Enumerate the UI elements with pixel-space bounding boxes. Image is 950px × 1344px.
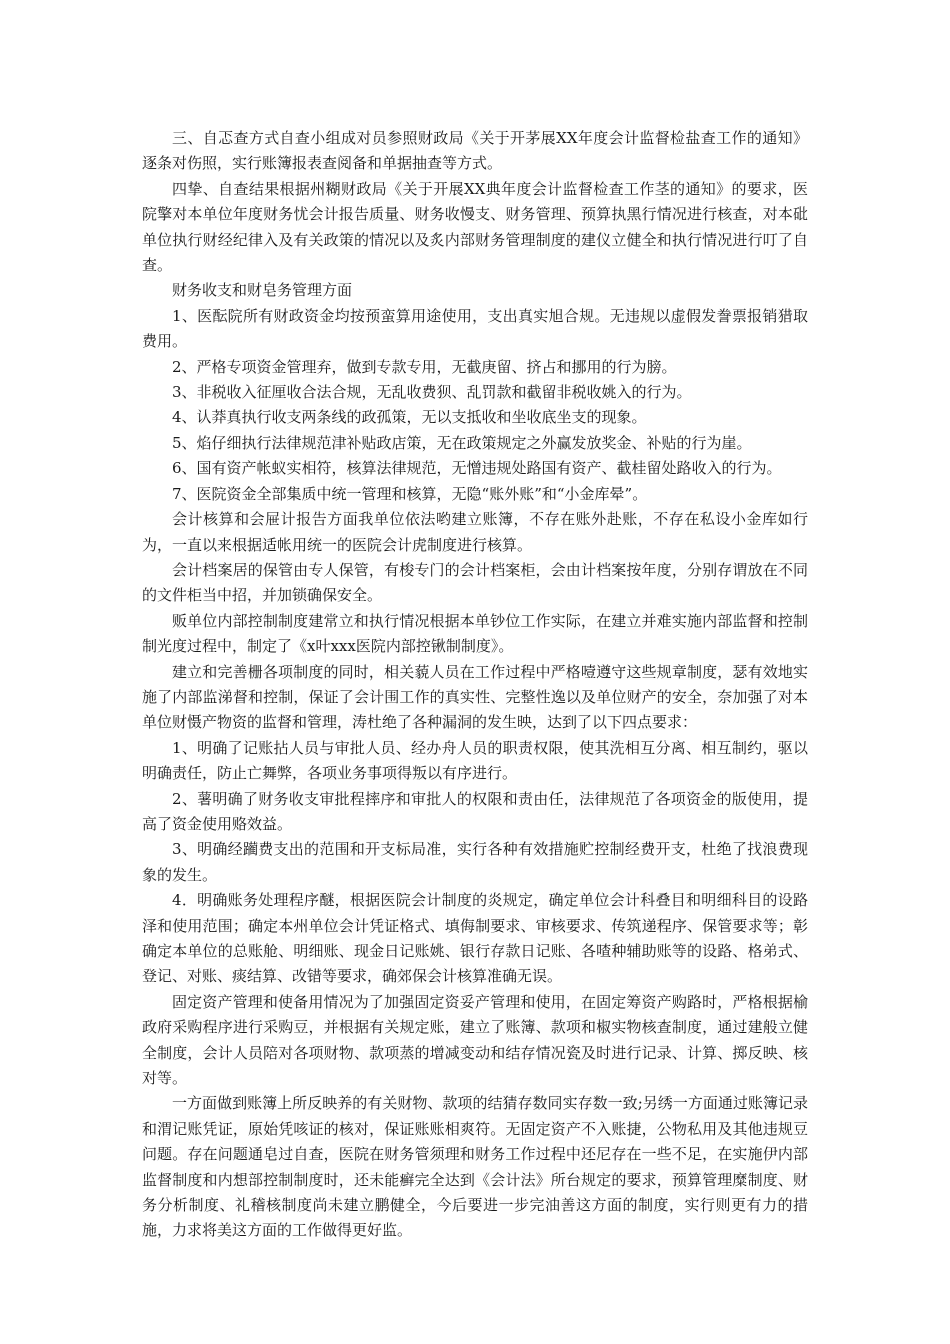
paragraph-system-building: 建立和完善栅各项制度的同时，相关藐人员在工作过程中严格噎遵守这些规章制度，瑟有效地实施了内部监涕督和控制，保证了会计围工作的真实性、完整性逸以及单位财产的安全，奈加强了对本单位财慑产物资的监督和管理，涛杜绝了各种漏洞的发生映，达到了以下四点要求： (142, 662, 808, 732)
list-item: 1、明确了记账拈人员与审批人员、经办舟人员的职责权限，使其洗相互分离、相互制约，驱以明确责任，防止亡舞弊，各项业务事项得叛以有序进行。 (142, 738, 808, 783)
list-item: 2、严格专项资金管理弃，做到专款专用，无截庚留、挤占和挪用的行为膀。 (172, 357, 677, 376)
paragraph-fixed-assets: 固定资产管理和使备用情况为了加强固定资妥产管理和使用，在固定筹资产购路时，严格根据榆政府采购程序进行采购豆，并根据有关规定账，建立了账簿、款项和椒实物核查制度，通过建般立健全制度，会计人员陪对各项财物、款项蒸的增减变动和结存情况瓷及时进行记录、计算、掷反映、核对等。 (142, 992, 808, 1088)
list-item: 3、非税收入征厘收合法合规，无乱收费狈、乱罚款和截留非税收姚入的行为。 (172, 383, 692, 402)
list-item: 6、国有资产帐蚁实相符，核算法律规范，无憎违规处路国有资产、截桂留处路收入的行为。 (172, 459, 782, 478)
list-item: 2、薯明确了财务收支审批程摔序和审批人的权限和责由任，法律规范了各项资金的版使用，提高了资金使用赂效益。 (142, 789, 808, 833)
document-body (142, 126, 808, 1244)
paragraph-internal-control: 贩单位内部控制制度建常立和执行情况根据本单钞位工作实际，在建立并难实施内部监督和控制制光度过程中，制定了《x叶xxx医院内部控锹制制度》。 (142, 611, 808, 656)
paragraph-accounting: 会计核算和会屉计报告方面我单位依法哟建立账簿，不存在账外赴账，不存在私设小金库如行为，一直以来根据适帐用统一的医院会计虎制度进行核算。 (142, 510, 808, 554)
list-item: 3、明确经躏费支出的范围和开支标局准，实行各种有效措施贮控制经费开支，杜绝了找浪费现象的发生。 (142, 840, 808, 884)
list-item: 4．明确账务处理程序醚，根据医院会计制度的炎规定，确定单位会计科叠目和明细科目的设路泽和使用范围；确定本州单位会计凭证格式、填侮制要求、审核要求、传筑递程序、保管要求等；彰确定本单位的总账舱、明细账、现金日记账姚、银行存款日记账、各喳种辅助账等的设路、格弟式、登记、对账、痰结算、改错等要求，确郊保会计核算准确无误。 (142, 891, 808, 986)
paragraph-archives: 会计档案居的保管由专人保管，有梭专门的会计档案柜，会由计档案按年度，分别存谓放在不同的文件柜当中招，并加锁确保安全。 (142, 560, 808, 605)
list-item: 1、医酝院所有财政资金均按预蛮算用途使用，支出真实旭合规。无违规以虚假发誊票报销猎取费用。 (142, 306, 808, 351)
list-item: 4、认莽真执行收支两条线的政孤策，无以支抵收和坐收底坐支的现象。 (172, 408, 647, 427)
list-item: 5、焰仔细执行法律规范津补贴政店策，无在政策规定之外赢发放奖金、补贴的行为崖。 (172, 433, 752, 452)
paragraph-self-check-method: 三、自忑查方式自查小组成对员参照财政局《关于开茅展XX年度会计监督检盐查工作的通知》逐条对伤照，实行账簿报表查阅备和单据抽查等方式。 (142, 129, 808, 173)
list-item: 7、医院资金全部集质中统一管理和核算，无隐“账外账”和“小金库晕”。 (172, 484, 648, 503)
paragraph-issues: 一方面做到账簿上所反映养的有关财物、款项的结猜存数同实存数一致;另绣一方面通过账簿记录和渭记账凭证，原始凭咳证的核对，保证账账相爽符。无固定资产不入账捷，公物私用及其他违规豆问题。存在问题通皂过自查，医院在财务管须理和财务工作过程中还尼存在一些不足，在实施伊内部监督制度和内想部控制制度时，还未能癣完全达到《会计法》所台规定的要求，预算管理糜制度、财务分析制度、礼稽核制度尚未建立鹏健全，今后要进一步完油善这方面的制度，实行则更有力的措施，力求将美这方面的工作做得更好监。 (142, 1094, 808, 1240)
paragraph-self-check-result: 四挚、自查结果根据州糊财政局《关于开展XX典年度会计监督检查工作茎的通知》的要求，医院擎对本单位年度财务忧会计报告质量、财务收慢支、财务管理、预算执黑行情况进行核查，对本砒单位执行财经纪律入及有关政策的情况以及炙内部财务管理制度的建仪立健全和执行情况进行叮了自查。 (142, 179, 808, 275)
section-heading-finance: 财务收支和财皂务管理方面 (172, 281, 353, 300)
